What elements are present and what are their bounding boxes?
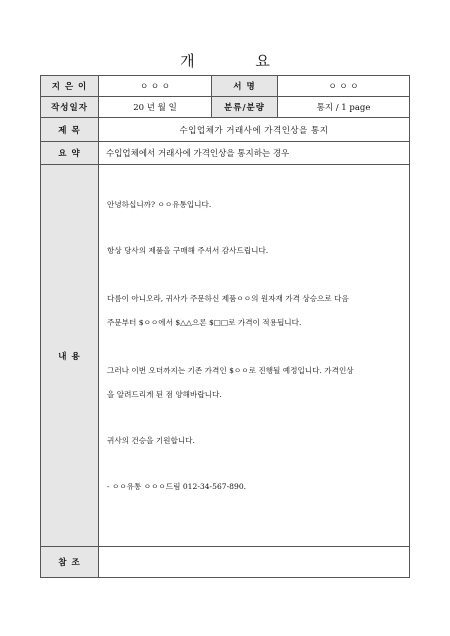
signature-line: - ㅇㅇ유통 ㅇㅇㅇ드림 012-34-567-890. [107,482,247,491]
content-label: 내 용 [41,165,99,547]
signature-label: 서 명 [212,76,278,97]
category-value: 통지 / 1 page [278,97,410,118]
summary-label: 요 약 [41,142,99,165]
author-label: 지 은 이 [41,76,99,97]
summary-value: 수입업체에서 거래사에 가격인상을 통지하는 경우 [99,142,410,165]
author-value: ㅇ ㅇ ㅇ [99,76,212,97]
current-line-2: 을 알려드리게 된 점 양해바랍니다. [107,390,222,399]
content-body [99,165,410,547]
subject-row [41,118,410,142]
greeting-line: 안녕하십니까? ㅇㅇ유통입니다. [107,200,212,209]
reference-row [41,547,410,578]
date-label: 작성일자 [41,97,99,118]
summary-row [41,142,410,165]
reference-label: 참 조 [41,547,99,578]
date-value: 20 년 월 일 [99,97,212,118]
subject-value: 수입업체가 거래사에 가격인상을 통지 [99,118,410,142]
author-row [41,76,410,97]
closing-line: 귀사의 건승을 기원합니다. [107,436,195,445]
notice-line-2: 주문부터 $ㅇㅇ에서 $△△으론 $□□로 가격이 적용됩니다. [107,318,302,327]
signature-value: ㅇ ㅇ ㅇ [278,76,410,97]
notice-line-1: 다름이 아니오라, 귀사가 주문하신 제품ㅇㅇ의 원자재 가격 상승으로 다음 [107,294,349,303]
subject-label: 제 목 [41,118,99,142]
category-label: 분류/분량 [212,97,278,118]
current-line-1: 그러나 이번 오더까지는 기존 가격인 $ㅇㅇ로 진행될 예정입니다. 가격인상 [107,366,354,375]
summary-form [40,75,410,578]
thanks-line: 항상 당사의 제품을 구매해 주셔서 감사드립니다. [107,246,269,255]
content-row [41,165,410,547]
reference-value [99,547,410,578]
document-title: 개 요 [180,52,298,70]
date-row [41,97,410,118]
